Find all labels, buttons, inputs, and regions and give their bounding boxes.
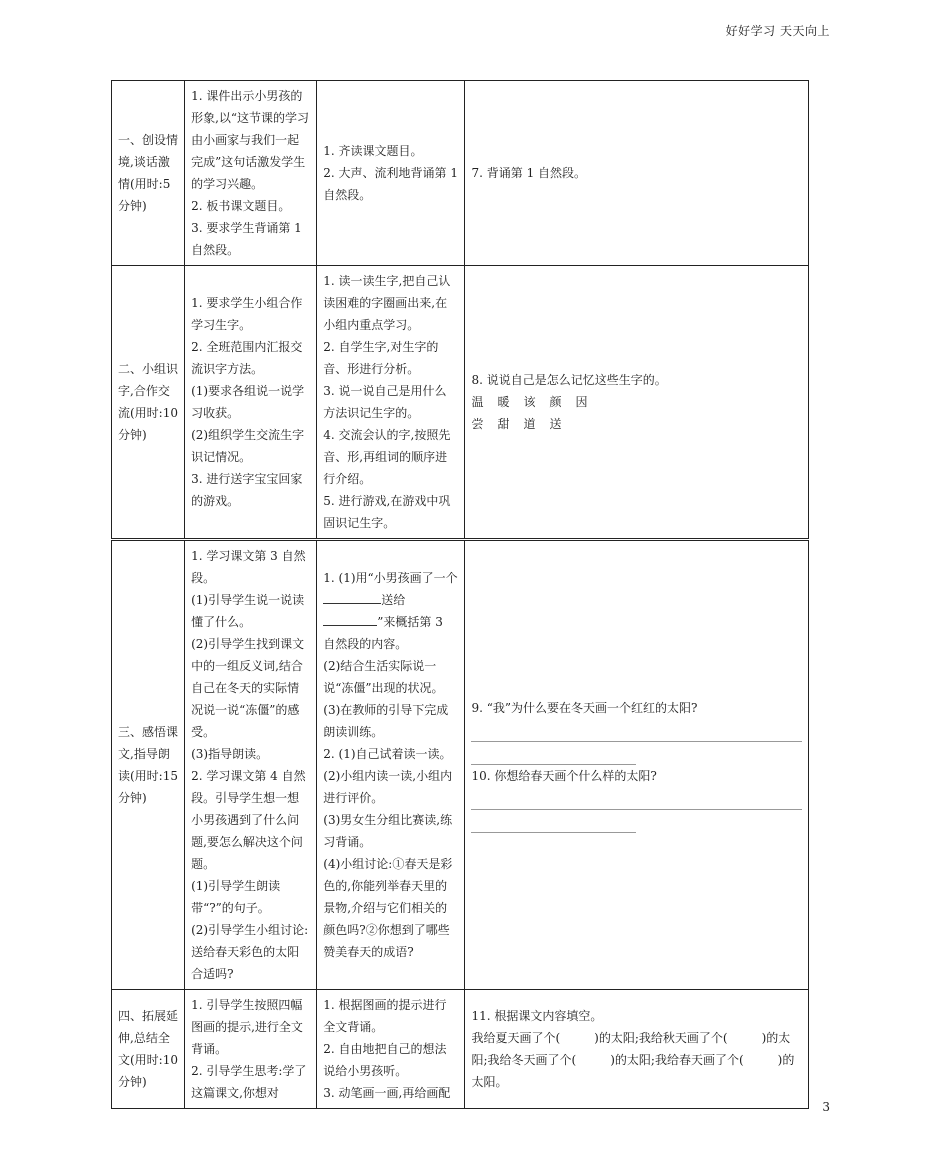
lesson-table-2 [111, 540, 809, 1109]
lesson-table-1 [111, 80, 809, 539]
answer-line[interactable] [471, 810, 636, 833]
page-header: 好好学习 天天向上 [725, 24, 830, 38]
stage-cell: 四、拓展延伸,总结全文(用时:10 分钟) [112, 990, 185, 1109]
practice-cell: 8. 说说自己是怎么记忆这些生字的。 温暖该颜因 尝甜道送 [465, 266, 809, 539]
stage-cell: 二、小组识字,合作交流(用时:10 分钟) [112, 266, 185, 539]
table-row [112, 990, 809, 1109]
table-row [112, 541, 809, 990]
student-activity-cell: 1. 读一读生字,把自己认读困难的字圈画出来,在小组内重点学习。 2. 自学生字,对生字的音、形进行分析。 3. 说一说自己是用什么方法识记生字的。 4. 交流会认的字,按照先音、形,再组词的顺序进行介绍。 5. 进行游戏,在游戏中巩固识记生字。 [317, 266, 465, 539]
practice-cell: 11. 根据课文内容填空。 我给夏天画了个( )的太阳;我给秋天画了个( )的太阳;我给冬天画了个( )的太阳;我给春天画了个( )的太阳。 [465, 990, 809, 1109]
practice-cell: 9. “我”为什么要在冬天画一个红红的太阳? 10. 你想给春天画个什么样的太阳? [465, 541, 809, 990]
stage-cell: 一、创设情境,谈话激情(用时:5 分钟) [112, 81, 185, 266]
student-activity-cell: 1. 齐读课文题目。 2. 大声、流利地背诵第 1 自然段。 [317, 81, 465, 266]
teacher-activity-cell: 1. 课件出示小男孩的形象,以“这节课的学习由小画家与我们一起完成”这句话激发学生的学习兴趣。 2. 板书课文题目。 3. 要求学生背诵第 1 自然段。 [185, 81, 317, 266]
answer-line[interactable] [471, 719, 802, 742]
practice-cell: 7. 背诵第 1 自然段。 [465, 81, 809, 266]
student-activity-cell: 1. 根据图画的提示进行全文背诵。 2. 自由地把自己的想法说给小男孩听。 3. 动笔画一画,再给画配 [317, 990, 465, 1109]
table-row [112, 81, 809, 266]
student-activity-cell: 1. (1)用“小男孩画了一个送给”来概括第 3 自然段的内容。 (2)结合生活实际说一说“冻僵”出现的状况。 (3)在教师的引导下完成朗读训练。 2. (1)自己试着读一读。 (2)小组内读一读,小组内进行评价。 (3)男女生分组比赛读,练习背诵。 (4)小组讨论:①春天是彩色的,你能列举春天里的景物,介绍与它们相关的颜色吗?②你想到了哪些赞美春天的成语? [317, 541, 465, 990]
page-number: 3 [822, 1100, 830, 1114]
table-row [112, 266, 809, 539]
teacher-activity-cell: 1. 学习课文第 3 自然段。 (1)引导学生说一说读懂了什么。 (2)引导学生找到课文中的一组反义词,结合自己在冬天的实际情况说一说“冻僵”的感受。 (3)指导朗读。 2. 学习课文第 4 自然段。引导学生想一想小男孩遇到了什么问题,要怎么解决这个问题。 (1)引导学生朗读带“?”的句子。 (2)引导学生小组讨论:送给春天彩色的太阳合适吗? [185, 541, 317, 990]
teacher-activity-cell: 1. 引导学生按照四幅图画的提示,进行全文背诵。 2. 引导学生思考:学了这篇课文,你想对 [185, 990, 317, 1109]
answer-line[interactable] [471, 787, 802, 810]
stage-cell: 三、感悟课文,指导朗读(用时:15 分钟) [112, 541, 185, 990]
teacher-activity-cell: 1. 要求学生小组合作学习生字。 2. 全班范围内汇报交流识字方法。 (1)要求各组说一说学习收获。 (2)组织学生交流生字识记情况。 3. 进行送字宝宝回家的游戏。 [185, 266, 317, 539]
answer-line[interactable] [471, 742, 636, 765]
